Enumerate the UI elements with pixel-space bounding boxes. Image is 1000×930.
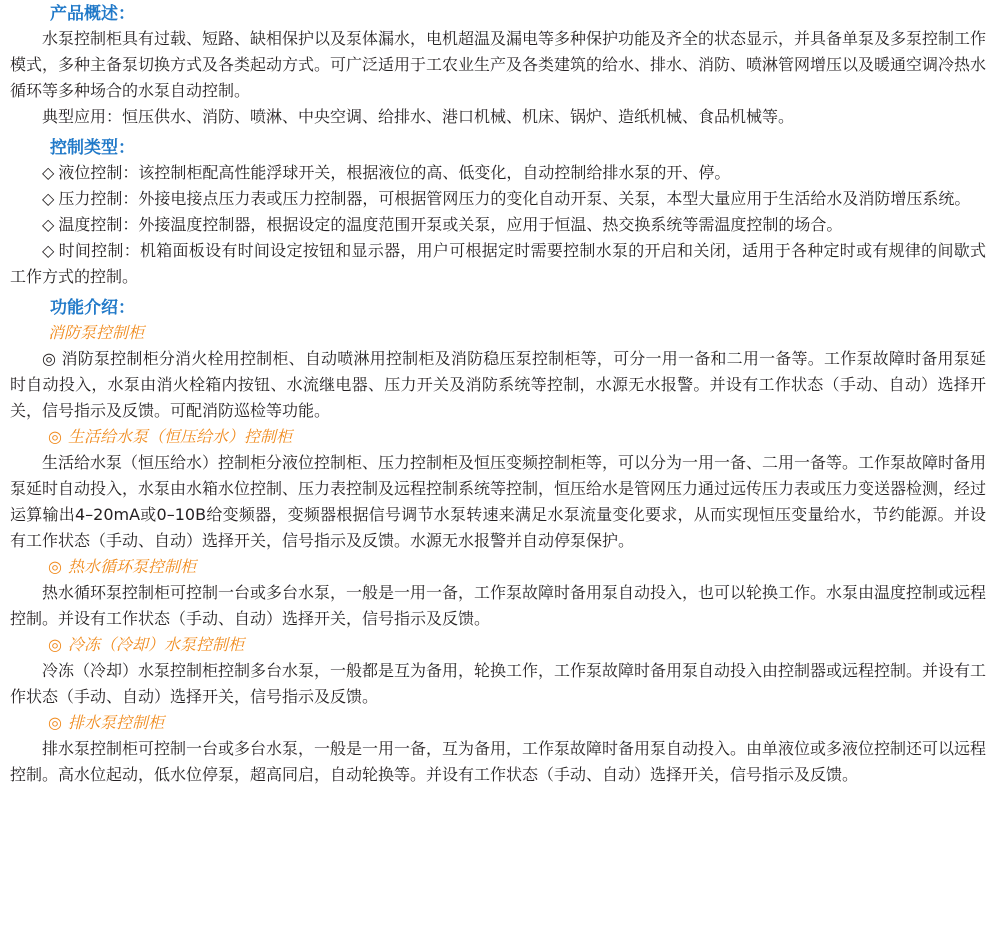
document-page (0, 2, 1000, 930)
control-type-text: 压力控制：外接电接点压力表或压力控制器，可根据管网压力的变化自动开泵、关泵，本型大量应用于生活给水及消防增压系统。 (58, 189, 971, 208)
hot-water-title: 热水循环泵控制柜 (67, 557, 196, 576)
fire-pump-heading: 消防泵控制柜 (48, 323, 145, 342)
domestic-water-title: 生活给水泵（恒压给水）控制柜 (67, 427, 292, 446)
control-types-heading: 控制类型： (50, 138, 135, 158)
functions-heading: 功能介绍： (50, 298, 135, 318)
overview-paragraph: 水泵控制柜具有过载、短路、缺相保护以及泵体漏水，电机超温及漏电等多种保护功能及齐全的状态显示，并具备单泵及多泵控制工作模式，多种主备泵切换方式及各类起动方式。可广泛适用于工农业生产及各类建筑的给水、排水、消防、喷淋管网增压以及暖通空调冷热水循环等多种场合的水泵自动控制。 (10, 29, 987, 100)
cooling-water-heading (10, 632, 986, 658)
control-type-text: 温度控制：外接温度控制器，根据设定的温度范围开泵或关泵，应用于恒温、热交换系统等需温度控制的场合。 (58, 215, 843, 234)
control-type-pressure (10, 186, 986, 212)
control-type-temperature (10, 212, 986, 238)
typical-applications-paragraph: 典型应用：恒压供水、消防、喷淋、中央空调、给排水、港口机械、机床、锅炉、造纸机械、食品机械等。 (42, 107, 795, 126)
overview-heading: 产品概述： (50, 4, 135, 24)
circle-mark-icon: ◎ (48, 635, 62, 654)
circle-mark-icon: ◎ (48, 557, 62, 576)
domestic-water-heading (10, 424, 986, 450)
diamond-bullet-icon: ◇ (42, 241, 55, 260)
fire-pump-paragraph: ◎ 消防泵控制柜分消火栓用控制柜、自动喷淋用控制柜及消防稳压泵控制柜等，可分一用一备和二用一备等。工作泵故障时备用泵延时自动投入，水泵由消火栓箱内按钮、水流继电器、压力开关及消防系统等控制，水源无水报警。并设有工作状态（手动、自动）选择开关，信号指示及反馈。可配消防巡检等功能。 (10, 349, 986, 420)
cooling-water-title: 冷冻（冷却）水泵控制柜 (67, 635, 244, 654)
cooling-water-paragraph: 冷冻（冷却）水泵控制柜控制多台水泵，一般都是互为备用，轮换工作，工作泵故障时备用泵自动投入由控制器或远程控制。并设有工作状态（手动、自动）选择开关，信号指示及反馈。 (10, 661, 987, 706)
circle-mark-icon: ◎ (48, 713, 62, 732)
control-type-text: 液位控制：该控制柜配高性能浮球开关，根据液位的高、低变化，自动控制给排水泵的开、停。 (58, 163, 731, 182)
control-type-level (10, 160, 986, 186)
hot-water-paragraph: 热水循环泵控制柜可控制一台或多台水泵，一般是一用一备，工作泵故障时备用泵自动投入，也可以轮换工作。水泵由温度控制或远程控制。并设有工作状态（手动、自动）选择开关，信号指示及反馈。 (10, 583, 987, 628)
control-type-text: 时间控制：机箱面板设有时间设定按钮和显示器，用户可根据定时需要控制水泵的开启和关闭，适用于各种定时或有规律的间歇式工作方式的控制。 (10, 241, 986, 286)
diamond-bullet-icon: ◇ (42, 215, 55, 234)
drainage-heading (10, 710, 986, 736)
domestic-water-paragraph: 生活给水泵（恒压给水）控制柜分液位控制柜、压力控制柜及恒压变频控制柜等，可以分为一用一备、二用一备等。工作泵故障时备用泵延时自动投入，水泵由水箱水位控制、压力表控制及远程控制系统等控制，恒压给水是管网压力通过远传压力表或压力变送器检测，经过运算输出4–20mA或0–10B给变频器，变频器根据信号调节水泵转速来满足水泵流量变化要求，从而实现恒压变量给水，节约能源。并设有工作状态（手动、自动）选择开关，信号指示及反馈。水源无水报警并自动停泵保护。 (10, 453, 987, 550)
diamond-bullet-icon: ◇ (42, 163, 55, 182)
control-type-time (10, 238, 986, 290)
diamond-bullet-icon: ◇ (42, 189, 55, 208)
drainage-paragraph: 排水泵控制柜可控制一台或多台水泵，一般是一用一备，互为备用，工作泵故障时备用泵自动投入。由单液位或多液位控制还可以远程控制。高水位起动，低水位停泵，超高同启，自动轮换等。并设有工作状态（手动、自动）选择开关，信号指示及反馈。 (10, 739, 987, 784)
circle-mark-icon: ◎ (48, 427, 62, 446)
hot-water-heading (10, 554, 986, 580)
drainage-title: 排水泵控制柜 (67, 713, 164, 732)
